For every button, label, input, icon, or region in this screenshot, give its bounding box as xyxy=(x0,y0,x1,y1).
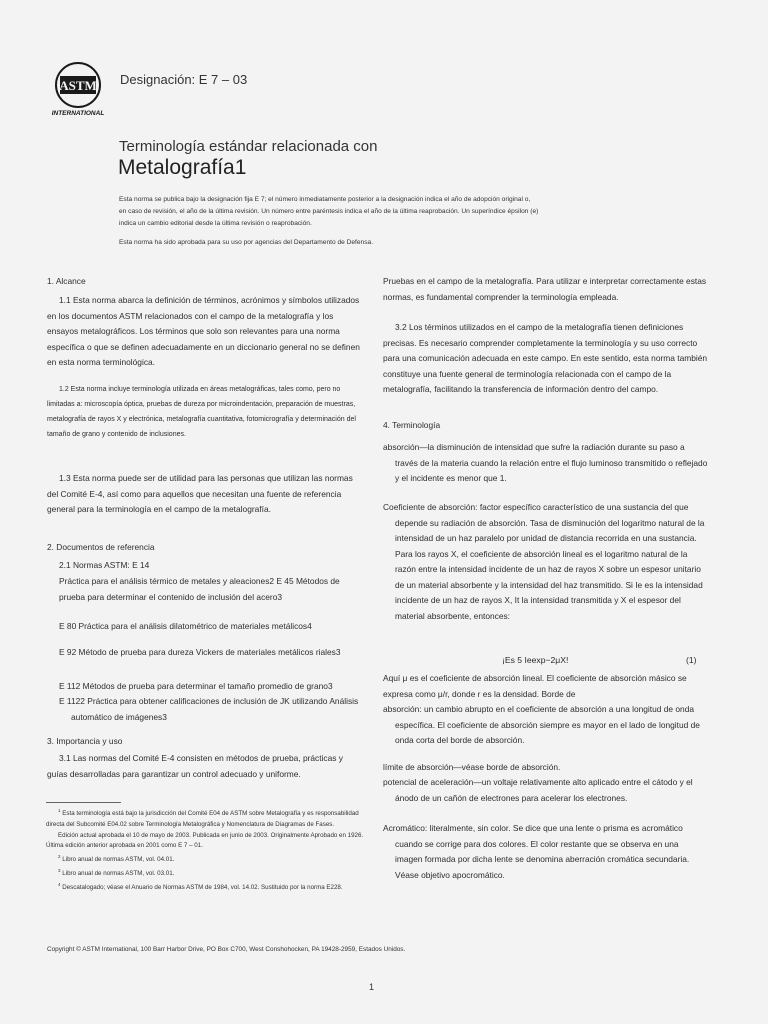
section-3-heading: 3. Importancia y uso xyxy=(47,736,123,746)
footnote-divider xyxy=(46,802,121,803)
term-absorcion: absorción—la disminución de intensidad que sufre la radiación durante su paso a través de la materia cuando la relación entre el flujo luminoso transmitido o reflejado y el incidente es menor que 1. xyxy=(383,442,708,483)
ref-e112: E 112 Métodos de prueba para determinar el tamaño promedio de grano3 xyxy=(59,681,333,691)
term-limite-absorcion: límite de absorción—véase borde de absorción. xyxy=(383,762,561,772)
ref-e1122: E 1122 Práctica para obtener calificaciones de inclusión de JK utilizando Análisis automático de imágenes3 xyxy=(59,696,359,722)
copyright-footer: Copyright © ASTM International, 100 Barr Harbor Drive, PO Box C700, West Conshohocken, PA 19428-2959, Estados Unidos. xyxy=(47,946,406,953)
section-3-1-continued: Pruebas en el campo de la metalografía. Para utilizar e interpretar correctamente estas normas, es fundamental comprender la terminología empleada. xyxy=(383,276,707,302)
equation-explanation: Aquí μ es el coeficiente de absorción lineal. El coeficiente de absorción másico se expresa como μ/r, donde r es la densidad. Borde de xyxy=(383,673,687,699)
term-acromatico: Acromático: literalmente, sin color. Se dice que una lente o prisma es acromático cuando se corrige para dos colores. El color restante que se observa en una imagen formada por dicha lente se denomina aberración cromática secundaria. Véase objetivo apocromático. xyxy=(383,823,690,880)
section-1-3: 1.3 Esta norma puede ser de utilidad para las personas que utilizan las normas del Comité E-4, así como para aquellos que necesitan una fuente de referencia general para la terminología en el campo de la metalografía. xyxy=(47,473,353,514)
title-line2: Metalografía1 xyxy=(118,156,247,179)
intro-paragraph: Esta norma se publica bajo la designación fija E 7; el número inmediatamente posterior a la designación indica el año de adopción original o, en caso de revisión, el año de la última revisión. Un número entre paréntesis indica el año de la última reaprobación. Un superíndice épsilon (e) indica un cambio editorial desde la última revisión o reaprobación. xyxy=(119,196,539,227)
section-1-2: 1.2 Esta norma incluye terminología utilizada en áreas metalográficas, tales como, pero no limitadas a: microscopía óptica, pruebas de dureza por microindentación, preparación de muestras, metalografía de rayos X y electrónica, metalografía cuantitativa, fotomicrografía y determinación del tamaño de grano y contenido de inclusiones. xyxy=(47,386,356,438)
footnotes: $^1$ Esta terminología está bajo la jurisdicción del Comité E04 de ASTM sobre Metalografía y es responsabilidad directa del Subcomité E04.02 sobre Terminología Metalográfica y Nomenclatura de Diagramas de Fases. Edición actual aprobada el 10 de mayo de 2003. Publicada en junio de 2003. Originalmente Aprobado en 1926. Última edición anterior aprobada en 2001 como E 7 – 01. $^2$ Libro anual de normas ASTM, vol. 04.01. $^3$ Libro anual de normas ASTM, vol. 03.01. $^4$ Descatalogado; véase el Anuario de Normas ASTM de 1984, vol. 14.02. Sustituido por la norma E228. xyxy=(46,808,364,892)
equation: ¡Es 5 Ieexp−2μX! xyxy=(502,655,569,665)
section-2-heading: 2. Documentos de referencia xyxy=(47,542,155,552)
logo-text: ASTM xyxy=(59,78,97,93)
equation-number: (1) xyxy=(686,655,697,665)
section-1-1: 1.1 Esta norma abarca la definición de términos, acrónimos y símbolos utilizados en los documentos ASTM relacionados con el campo de la metalografía y los ensayos metalográficos. Los términos que solo son relevantes para una norma específica o que se definen adecuadamente en un diccionario general no se definen en esta norma terminológica. xyxy=(47,295,360,367)
intro-approval: Esta norma ha sido aprobada para su uso por agencias del Departamento de Defensa. xyxy=(119,239,374,246)
ref-e80: E 80 Práctica para el análisis dilatométrico de materiales metálicos4 xyxy=(59,621,312,631)
title-line1: Terminología estándar relacionada con xyxy=(119,138,378,155)
section-4-heading: 4. Terminología xyxy=(383,420,441,430)
term-borde-absorcion: absorción: un cambio abrupto en el coeficiente de absorción a una longitud de onda específica. El coeficiente de absorción siempre es mayor en el lado de longitud de onda corta del borde de absorción. xyxy=(383,704,700,745)
section-2-1-practices: Práctica para el análisis térmico de metales y aleaciones2 E 45 Métodos de prueba para determinar el contenido de inclusión del acero3 xyxy=(59,576,340,602)
term-potencial-aceleracion: potencial de aceleración—un voltaje relativamente alto aplicado entre el cátodo y el ánodo de un cañón de electrones para acelerar los electrones. xyxy=(383,777,693,803)
section-2-1: 2.1 Normas ASTM: E 14 xyxy=(59,560,150,570)
term-coeficiente-absorcion: Coeficiente de absorción: factor específico característico de una sustancia del que depende su radiación de absorción. Tasa de disminución del logaritmo natural de la intensidad de un haz paralelo por unidad de distancia recorrida en una sustancia. Para los rayos X, el coeficiente de absorción lineal es el logaritmo natural de la razón entre la intensidad incidente de un haz de rayos X sobre un espesor unitario de un material absorbente y la intensidad del haz transmitido. Si Ie es la intensidad incidente de un haz de rayos X, It la intensidad transmitida y X el espesor del material absorbente, entonces: xyxy=(383,502,705,621)
section-3-2: 3.2 Los términos utilizados en el campo de la metalografía tienen definiciones precisas. Es necesario comprender completamente la terminología y su uso correcto para una comunicación adecuada en este campo. En este sentido, esta norma también constituye una fuente general de terminología relacionada con el campo de la metalografía, facilitando la transferencia de información dentro del campo. xyxy=(383,322,708,394)
designation: Designación: E 7 – 03 xyxy=(120,72,248,87)
ref-e92: E 92 Método de prueba para dureza Vickers de materiales metálicos riales3 xyxy=(59,647,341,657)
section-3-1: 3.1 Las normas del Comité E-4 consisten en métodos de prueba, prácticas y guías desarrolladas para garantizar un control adecuado y uniforme. xyxy=(47,753,343,779)
logo-subtext: INTERNATIONAL xyxy=(51,110,105,117)
section-1-heading: 1. Alcance xyxy=(47,276,86,286)
astm-logo xyxy=(46,58,110,118)
page-number: 1 xyxy=(369,982,375,992)
